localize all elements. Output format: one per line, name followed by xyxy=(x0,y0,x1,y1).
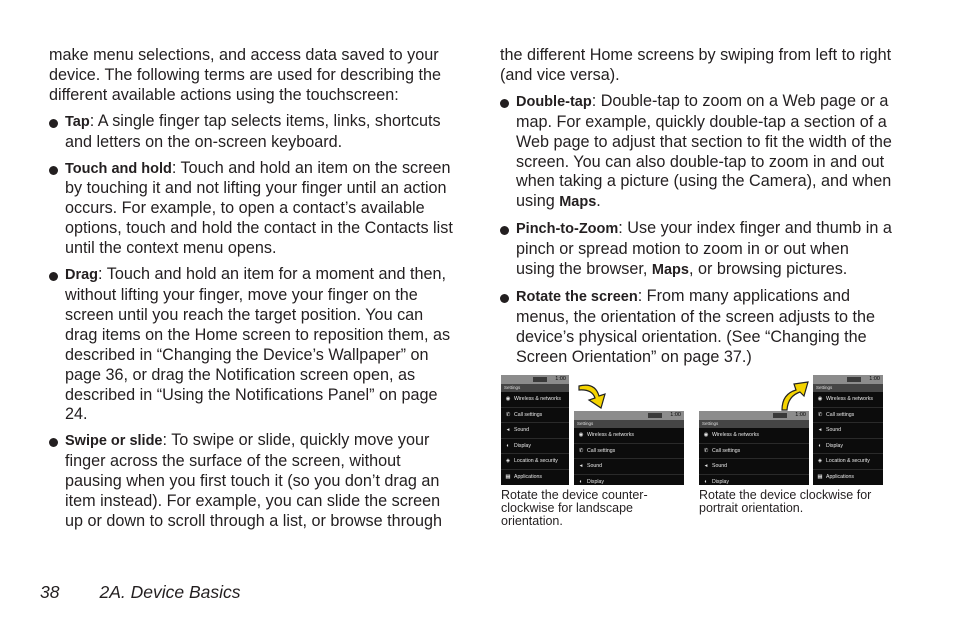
sound-icon: ◂ xyxy=(704,463,708,470)
setting-row: ◐ Display xyxy=(501,439,569,455)
display-icon: ◐ xyxy=(579,478,583,485)
keyword-maps: Maps xyxy=(559,194,597,211)
term-touch-and-hold: Touch and hold xyxy=(65,160,172,177)
signal-icon xyxy=(648,413,662,418)
bullet-text: : To swipe or slide, quickly move your finger across the surface of the screen, without pausing when you first touch it (so you don’t drag an item instead). For example, you can slide the screen up or down to scroll through a list, or browse through xyxy=(65,431,443,530)
right-column xyxy=(500,46,892,374)
page-number: 38 xyxy=(40,582,60,602)
signal-icon xyxy=(773,413,787,418)
setting-row: ◉ Wireless & networks xyxy=(574,428,684,444)
keyword-maps: Maps xyxy=(651,262,689,279)
location-icon: ◈ xyxy=(817,458,823,465)
bullet-dot xyxy=(500,226,509,235)
status-bar: 1:00 xyxy=(501,375,569,384)
sound-icon: ◂ xyxy=(818,427,822,434)
bullet-tap xyxy=(49,112,459,153)
landscape-screenshot-left xyxy=(574,411,684,485)
setting-row: ◈ Location & security xyxy=(501,454,569,470)
wifi-icon: ◉ xyxy=(505,396,511,402)
rotate-arrow-icon-cw xyxy=(778,378,812,412)
apps-icon: ▦ xyxy=(505,473,511,480)
sound-icon: ◂ xyxy=(579,463,583,470)
bullet-text: : Touch and hold an item on the screen by touching it and not lifting your finger until an action occurs. For example, to open a contact’s available options, touch and hold the contact in the Contacts list until the context menu opens. xyxy=(65,158,453,258)
screen-title: Settings xyxy=(574,420,684,428)
signal-icon xyxy=(533,377,547,382)
term-pinch-to-zoom: Pinch-to-Zoom xyxy=(516,221,619,238)
caption-landscape: Rotate the device counter-clockwise for landscape orientation. xyxy=(501,488,648,528)
bullet-pinch-to-zoom: Pinch-to-Zoom: Use your index finger and thumb in a pinch or spread motion to zoom in or out when using the browser, Maps, or browsing pictures. xyxy=(500,219,892,281)
bullet-dot xyxy=(49,166,58,175)
continued-paragraph: the different Home screens by swiping from left to right (and vice versa). xyxy=(500,46,892,84)
rotate-arrow-icon-ccw xyxy=(575,380,611,412)
setting-row: ✆ Call settings xyxy=(574,444,684,460)
bullet-rotate xyxy=(500,287,892,368)
term-tap: Tap xyxy=(65,113,90,130)
setting-row: ◉ Wireless & networks xyxy=(699,428,809,444)
setting-row: ◂ Sound xyxy=(813,423,883,439)
left-column xyxy=(49,46,459,538)
setting-row: ◂ Sound xyxy=(574,459,684,475)
bullet-touch-and-hold xyxy=(49,159,459,260)
wifi-icon: ◉ xyxy=(703,432,709,438)
bullet-dot xyxy=(500,294,509,303)
bullet-dot xyxy=(49,272,58,281)
bullet-drag xyxy=(49,265,459,425)
phone-icon: ✆ xyxy=(703,447,709,454)
page-footer xyxy=(40,582,241,603)
display-icon: ◐ xyxy=(506,442,510,449)
bullet-double-tap: Double-tap: Double-tap to zoom on a Web page or a map. For example, quickly double-tap a section of a Web page to adjust that section to fit the width of the screen. You can also double-tap to zoom in and out when taking a picture (using the Camera), and when using Maps. xyxy=(500,92,892,213)
setting-row: ✆ Call settings xyxy=(813,408,883,424)
wifi-icon: ◉ xyxy=(817,396,823,402)
status-bar: 1:00 xyxy=(574,411,684,420)
screen-title: Settings xyxy=(813,384,883,392)
bullet-dot xyxy=(49,438,58,447)
section-title: 2A. Device Basics xyxy=(99,582,241,602)
setting-row: ▦ Applications xyxy=(813,470,883,485)
landscape-screenshot-right xyxy=(699,411,809,485)
setting-row: ◈ Location & security xyxy=(813,454,883,470)
bullet-text: : Use your index finger and thumb in a pinch or spread motion to zoom in or out when using the browser, xyxy=(516,219,892,279)
wifi-icon: ◉ xyxy=(578,432,584,438)
setting-row: ▦ Applications xyxy=(501,470,569,485)
phone-icon: ✆ xyxy=(505,411,511,418)
caption-portrait: Rotate the device clockwise for portrait orientation. xyxy=(699,488,872,515)
setting-row: ◂ Sound xyxy=(699,459,809,475)
setting-row: ✆ Call settings xyxy=(501,408,569,424)
setting-row: ◉ Wireless & networks xyxy=(501,392,569,408)
screen-title: Settings xyxy=(699,420,809,428)
sound-icon: ◂ xyxy=(506,427,510,434)
bullet-text: : From many applications and menus, the orientation of the screen adjusts to the device’s physical orientation. (See “Changing the Screen Orientation” on page 37.) xyxy=(516,286,876,366)
setting-row: ◐ Display xyxy=(699,475,809,485)
screen-title: Settings xyxy=(501,384,569,392)
status-bar: 1:00 xyxy=(813,375,883,384)
display-icon: ◐ xyxy=(704,478,708,485)
location-icon: ◈ xyxy=(505,458,511,465)
setting-row: ◂ Sound xyxy=(501,423,569,439)
setting-row: ✆ Call settings xyxy=(699,444,809,460)
setting-row: ◐ Display xyxy=(813,439,883,455)
bullet-text: : Double-tap to zoom on a Web page or a map. For example, quickly double-tap a section of a Web page to adjust that section to fit the width of the screen. You can also double-tap to zoom in and out when taking a picture (using the Camera), and when using xyxy=(516,91,892,211)
status-bar: 1:00 xyxy=(699,411,809,420)
phone-icon: ✆ xyxy=(578,447,584,454)
bullet-dot xyxy=(500,99,509,108)
term-swipe-or-slide: Swipe or slide xyxy=(65,433,163,450)
bullet-swipe xyxy=(49,431,459,532)
display-icon: ◐ xyxy=(818,442,822,449)
portrait-screenshot-left xyxy=(501,375,569,485)
bullet-dot xyxy=(49,119,58,128)
term-rotate-the-screen: Rotate the screen xyxy=(516,288,638,305)
apps-icon: ▦ xyxy=(817,473,823,480)
signal-icon xyxy=(847,377,861,382)
setting-row: ◉ Wireless & networks xyxy=(813,392,883,408)
bullet-text: : Touch and hold an item for a moment and then, without lifting your finger, move your finger on the screen until you reach the target position. You can drag items on the Home screen to reposition them, as described in “Changing the Device’s Wallpaper” on page 36, or drag the Notification screen open, as described in “Using the Notifications Panel” on page 24. xyxy=(65,265,451,424)
term-double-tap: Double-tap xyxy=(516,93,592,110)
portrait-screenshot-right xyxy=(813,375,883,485)
setting-row: ◐ Display xyxy=(574,475,684,485)
intro-paragraph: make menu selections, and access data saved to your device. The following terms are used for describing the different available actions using the touchscreen: xyxy=(49,46,442,104)
phone-icon: ✆ xyxy=(817,411,823,418)
bullet-text: : A single finger tap selects items, links, shortcuts and letters on the on-screen keyboard. xyxy=(65,111,441,151)
term-drag: Drag xyxy=(65,267,99,284)
